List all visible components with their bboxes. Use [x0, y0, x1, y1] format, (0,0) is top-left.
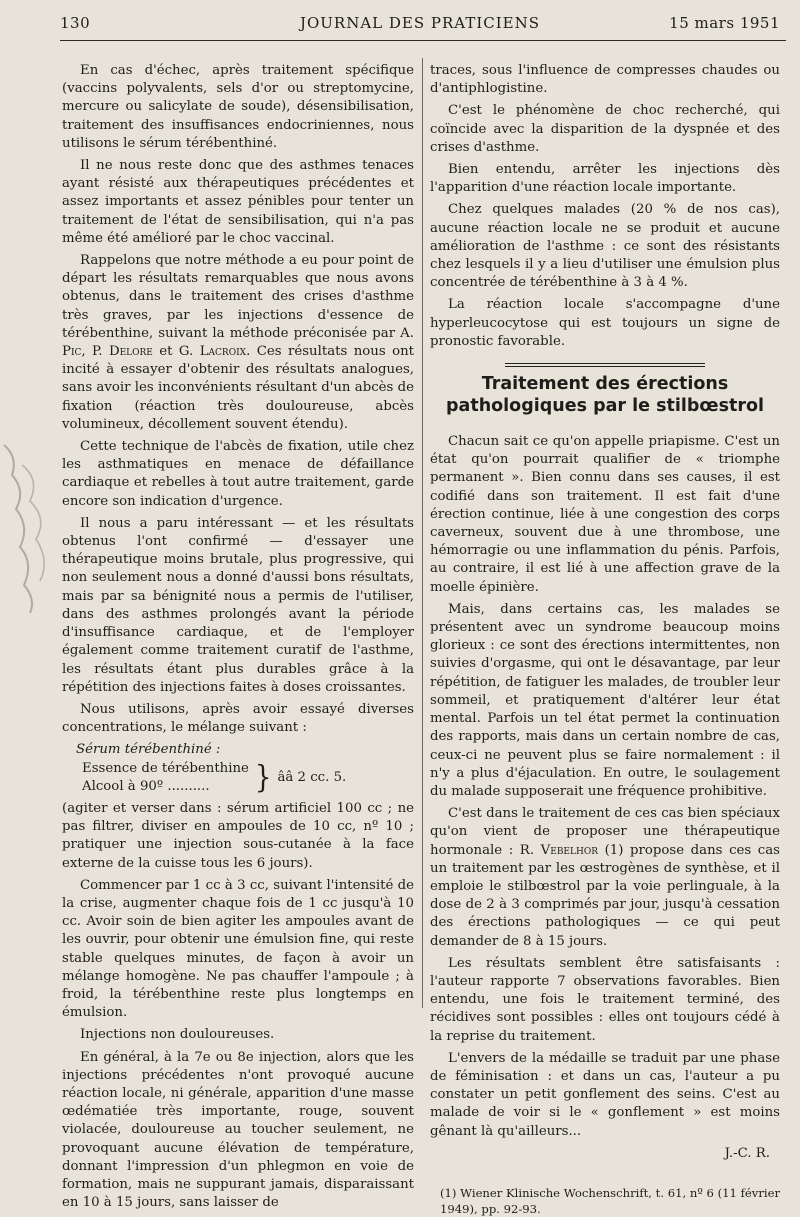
recipe-dose: ââ 2 cc. 5. [277, 769, 347, 785]
paragraph: La réaction locale s'accompagne d'une hyperleucocytose qui est toujours un signe de pronostic favorable. [430, 297, 780, 349]
author-name: Vebelhor [540, 842, 598, 858]
recipe-ingredient: Essence de térébenthine [82, 760, 249, 776]
paragraph: Nous utilisons, après avoir essayé diverses concentrations, le mélange suivant : [62, 701, 414, 736]
paragraph: Commencer par 1 cc à 3 cc, suivant l'intensité de la crise, augmenter chaque fois de 1 cc jusqu'à 10 cc. Avoir soin de bien agiter les ampoules avant de les ouvrir, pour obtenir une émulsion fine, qui reste stable quelques minutes, de façon à avoir un mélange homogène. Ne pas chauffer l'ampoule ; à froid, la térébenthine reste plus longtemps en émulsion. [62, 877, 414, 1021]
margin-stain [0, 435, 58, 615]
column-divider [422, 58, 423, 1008]
section-divider [505, 363, 705, 367]
author-signature: J.-C. R. [724, 1145, 770, 1161]
paragraph: Il nous a paru intéressant — et les résultats obtenus l'ont confirmé — d'essayer une thérapeutique moins brutale, plus progressive, qui non seulement nous a donné d'aussi bons résultats, mais par sa bénignité nous a permis de l'utiliser, dans des asthmes prolongés avant la période d'insuffisance cardiaque, et de l'employer également comme traitement curatif de l'asthme, les résultats étant plus durables grâce à la répétition des injections faites à doses croissantes. [62, 515, 414, 695]
left-column [62, 62, 414, 1216]
page-number: 130 [60, 14, 91, 32]
paragraph: En cas d'échec, après traitement spécifique (vaccins polyvalents, sels d'or ou streptomycine, mercure ou salicylate de soude), désensibilisation, traitement des insuffisances endocriniennes, nous utilisons le sérum térébenthiné. [62, 63, 414, 151]
brace-glyph: } [254, 759, 272, 796]
author-name: Pic [62, 344, 82, 360]
paragraph: Il ne nous reste donc que des asthmes tenaces ayant résisté aux thérapeutiques précédentes et assez importants et assez pénibles pour tenter un traitement de l'état de sensibilisation, qui n'a pas même été amélioré par le choc vaccinal. [62, 158, 414, 246]
footnote: (1) Wiener Klinische Wochenschrift, t. 61, nº 6 (11 février 1949), pp. 92-93. [440, 1185, 780, 1216]
paragraph: C'est dans le traitement de ces cas bien spéciaux qu'on vient de proposer une thérapeutique hormonale : R. Vebelhor (1) propose dans ces cas un traitement par les œstrogènes de synthèse, et il emploie le stilbœstrol par la voie perlinguale, à la dose de 2 à 3 comprimés par jour, jusqu'à cessation des érections pathologiques — ce qui peut demander de 8 à 15 jours. [430, 806, 780, 949]
paragraph: Bien entendu, arrêter les injections dès l'apparition d'une réaction locale importante. [430, 162, 780, 196]
paragraph: traces, sous l'influence de compresses chaudes ou d'antiphlogistine. [430, 63, 780, 97]
author-name: Lacroix [199, 344, 247, 360]
issue-date: 15 mars 1951 [669, 14, 780, 32]
paragraph: Mais, dans certains cas, les malades se présentent avec un syndrome beaucoup moins glorieux : ce sont des érections intermittentes, non suivies d'orgasme, qui ont le désavantage, par leur répétition, de fatiguer les malades, de troubler leur sommeil, et pratiquement d'altérer leur état mental. Parfois un tel état permet la continuation des rapports, mais dans un certain nombre de cas, ceux-ci ne peuvent plus se faire normalement : il n'y a plus d'éjaculation. En outre, le soulagement du malade supposerait une fréquence prohibitive. [430, 601, 780, 799]
paragraph: Cette technique de l'abcès de fixation, utile chez les asthmatiques en menace de défaillance cardiaque et rebelles à tout autre traitement, garde encore son indication d'urgence. [62, 439, 414, 509]
header-rule [60, 40, 786, 41]
paragraph: Les résultats semblent être satisfaisants : l'auteur rapporte 7 observations favorables. Bien entendu, une fois le traitement terminé, des récidives sont possibles : elles ont toujours cédé à la reprise du traitement. [430, 955, 780, 1044]
paragraph: Chez quelques malades (20 % de nos cas), aucune réaction locale ne se produit et aucune amélioration de l'asthme : ce sont des résistants chez lesquels il y a lieu d'utiliser une émulsion plus concentrée de térébenthine à 3 à 4 %. [430, 202, 780, 291]
paragraph: En général, à la 7e ou 8e injection, alors que les injections précédentes n'ont provoqué aucune réaction locale, ni générale, apparition d'une masse œdématiée très importante, rouge, souvent violacée, douloureuse au toucher seulement, ne provoquant aucune élévation de température, donnant l'impression d'un phlegmon en voie de formation, mais ne suppurant jamais, disparaissant en 10 à 15 jours, sans laisser de [62, 1049, 414, 1211]
page-header [60, 14, 780, 38]
paragraph: Rappelons que notre méthode a eu pour point de départ les résultats remarquables que nous avons obtenus, dans le traitement des crises d'asthme très graves, par les injections d'essence de térébenthine, suivant la méthode préconisée par A. Pic, P. Delore et G. Lacroix. Ces résultats nous ont incité à essayer d'obtenir des résultats analogues, sans avoir les inconvénients résultant d'un abcès de fixation (réaction très douloureuse, abcès volumineux, décollement souvent étendu). [62, 253, 414, 432]
paragraph: C'est le phénomène de choc recherché, qui coïncide avec la disparition de la dyspnée et des crises d'asthme. [430, 103, 780, 155]
article-heading: Traitement des érections pathologiques par le stilbœstrol [446, 374, 764, 417]
recipe-title: Sérum térébenthiné : [76, 742, 221, 758]
paragraph: (agiter et verser dans : sérum artificiel 100 cc ; ne pas filtrer, diviser en ampoules de 10 cc, nº 10 ; pratiquer une injection sous-cutanée à la face externe de la cuisse tous les 6 jours). [62, 800, 414, 871]
journal-title: JOURNAL DES PRATICIENS [299, 14, 541, 32]
right-column [430, 62, 780, 1217]
author-name: Delore [108, 344, 153, 360]
recipe-ingredient: Alcool à 90º .......... [82, 778, 210, 794]
recipe-block [76, 741, 414, 796]
paragraph: Chacun sait ce qu'on appelle priapisme. C'est un état qu'on pourrait qualifier de « triomphe permanent ». Bien connu dans ses causes, il est codifié dans son traitement. Il est fait d'une érection continue, liée à une congestion des corps caverneux, souvent due à une thrombose, une hémorragie ou une inflammation du pénis. Parfois, au contraire, il est lié à une affection grave de la moelle épinière. [430, 434, 780, 595]
paragraph: Injections non douloureuses. [80, 1027, 275, 1043]
paragraph: L'envers de la médaille se traduit par une phase de féminisation : et dans un cas, l'auteur a pu constater un petit gonflement des seins. C'est au malade de voir si le « gonflement » est moins gênant là qu'ailleurs... [430, 1050, 780, 1139]
